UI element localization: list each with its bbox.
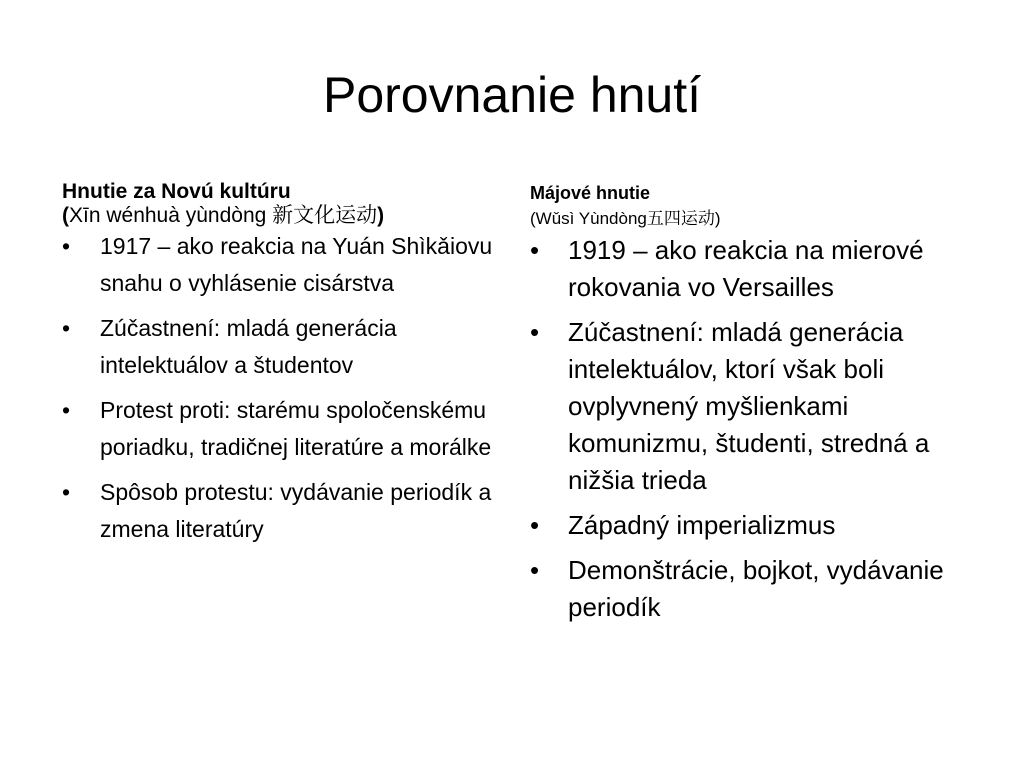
left-heading-title: Hnutie za Novú kultúru — [62, 180, 291, 203]
left-column — [62, 180, 502, 556]
bullet-icon: • — [530, 317, 540, 347]
left-subtitle-close-paren: ) — [377, 204, 385, 227]
right-heading-title: Májové hnutie — [530, 183, 651, 203]
bullet-icon: • — [62, 397, 71, 423]
right-bullet-list — [530, 232, 970, 626]
list-item-text: Zúčastnení: mladá generácia intelektuálov, ktorí však boli ovplyvnený myšlienkami komunizmu, študenti, stredná a nižšia trieda — [568, 317, 930, 495]
list-item — [530, 552, 970, 626]
bullet-icon: • — [62, 233, 71, 259]
right-column — [530, 180, 970, 634]
list-item-text: Západný imperializmus — [568, 510, 836, 540]
list-item — [62, 392, 502, 466]
slide-title: Porovnanie hnutí — [322, 67, 702, 123]
bullet-icon: • — [62, 315, 71, 341]
bullet-icon: • — [62, 479, 71, 505]
list-item-text: 1917 – ako reakcia na Yuán Shìkǎiovu snahu o vyhlásenie cisárstva — [100, 233, 493, 296]
list-item — [530, 314, 970, 499]
right-heading-subtitle: (Wǔsì Yùndòng五四运动) — [530, 209, 721, 228]
list-item — [530, 507, 970, 544]
list-item — [530, 232, 970, 306]
list-item — [62, 228, 502, 302]
left-bullet-list — [62, 228, 502, 548]
list-item — [62, 474, 502, 548]
left-column-heading — [62, 180, 502, 228]
left-subtitle-open-paren: ( — [62, 204, 69, 227]
left-subtitle-text: Xīn wénhuà yùndòng 新文化运动 — [69, 204, 378, 227]
list-item-text: Demonštrácie, bojkot, vydávanie periodík — [568, 555, 944, 622]
list-item-text: Spôsob protestu: vydávanie periodík a zmena literatúry — [100, 479, 492, 542]
bullet-icon: • — [530, 235, 540, 265]
list-item-text: Zúčastnení: mladá generácia intelektuálov a študentov — [100, 315, 397, 378]
bullet-icon: • — [530, 555, 540, 585]
list-item-text: 1919 – ako reakcia na mierové rokovania vo Versailles — [568, 235, 924, 302]
right-column-heading — [530, 180, 970, 232]
list-item — [62, 310, 502, 384]
left-heading-subtitle — [62, 204, 502, 228]
list-item-text: Protest proti: starému spoločenskému poriadku, tradičnej literatúre a morálke — [100, 397, 492, 460]
bullet-icon: • — [530, 510, 540, 540]
